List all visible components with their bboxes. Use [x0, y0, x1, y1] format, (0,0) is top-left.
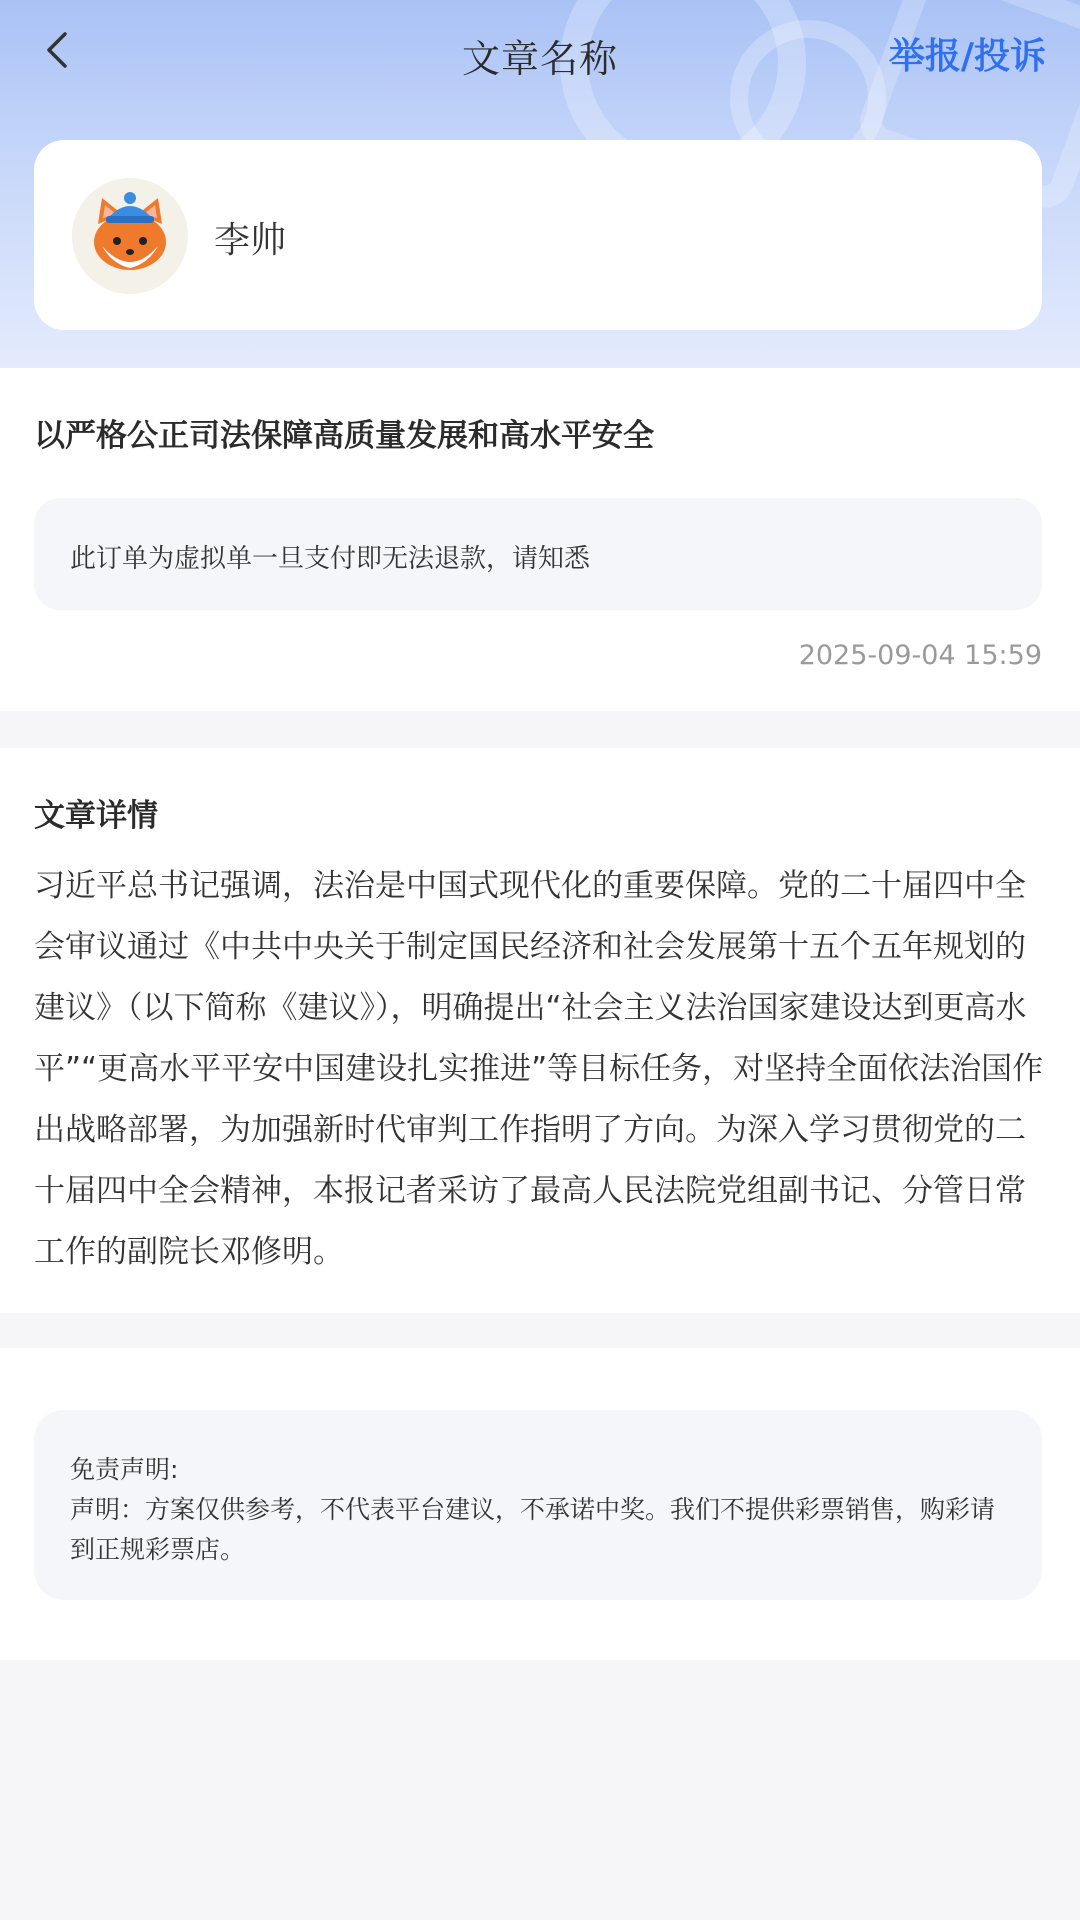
disclaimer-section: [0, 1348, 1080, 1660]
detail-heading: 文章详情: [34, 798, 158, 834]
detail-body: 习近平总书记强调，法治是中国式现代化的重要保障。党的二十届四中全会审议通过《中共中央关于制定国民经济和社会发展第十五个五年规划的建议》（以下简称《建议》），明确提出“社会主义法治国家建设达到更高水平”“更高水平平安中国建设扎实推进”等目标任务，对坚持全面依法治国作出战略部署，为加强新时代审判工作指明了方向。为深入学习贯彻党的二十届四中全会精神，本报记者采访了最高人民法院党组副书记、分管日常工作的副院长邓修明。: [34, 868, 1044, 1270]
disclaimer-title: 免责声明:: [70, 1455, 179, 1484]
notice-box: [34, 498, 1042, 610]
fox-avatar-icon: [72, 178, 188, 294]
report-complaint-link[interactable]: 举报/投诉: [888, 36, 1046, 77]
publish-timestamp: 2025-09-04 15:59: [798, 640, 1042, 671]
article-summary-section: [0, 368, 1080, 711]
author-name: 李帅: [214, 220, 287, 261]
article-detail-section: [0, 748, 1080, 1313]
page-title: 文章名称: [461, 37, 618, 81]
navigation-bar: [0, 0, 1080, 104]
disclaimer-text: 声明：方案仅供参考，不代表平台建议，不承诺中奖。我们不提供彩票销售，购彩请到正规彩票店。: [70, 1495, 996, 1564]
article-title: 以严格公正司法保障高质量发展和高水平安全: [34, 418, 654, 454]
notice-text: 此订单为虚拟单一旦支付即无法退款，请知悉: [70, 544, 591, 574]
disclaimer-box: [34, 1410, 1042, 1600]
author-card[interactable]: [34, 140, 1042, 330]
